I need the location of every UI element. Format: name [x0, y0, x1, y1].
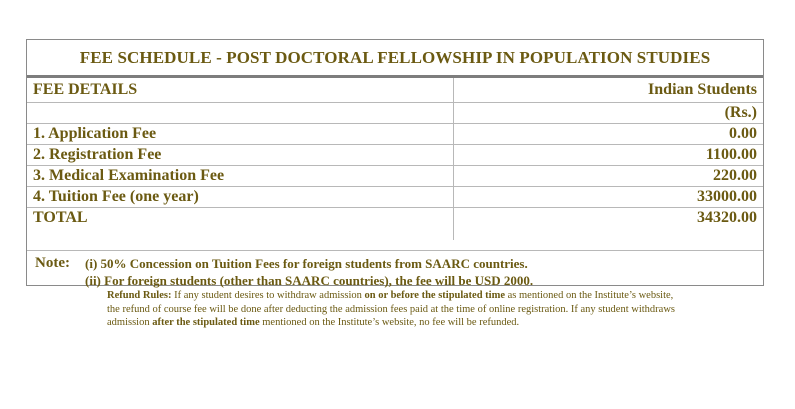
fee-label: 2. Registration Fee [27, 145, 454, 166]
note-item-saarc: (i) 50% Concession on Tuition Fees for foreign students from SAARC countries. [85, 256, 528, 271]
table-row [27, 187, 763, 208]
table-row [27, 145, 763, 166]
header-fee-details: FEE DETAILS [27, 78, 454, 103]
currency-unit: (Rs.) [454, 103, 764, 124]
refund-heading: Refund Rules: [107, 290, 172, 301]
fee-value: 0.00 [454, 124, 764, 145]
table-row [27, 124, 763, 145]
total-value: 34320.00 [454, 208, 764, 241]
fee-value: 33000.00 [454, 187, 764, 208]
note-label: Note: [35, 255, 70, 271]
fee-label: 3. Medical Examination Fee [27, 166, 454, 187]
table-row [27, 166, 763, 187]
refund-bold-2: after the stipulated time [152, 317, 260, 328]
note-section [27, 250, 763, 286]
fee-label: 1. Application Fee [27, 124, 454, 145]
fee-schedule-box [26, 39, 764, 286]
page-title: FEE SCHEDULE - POST DOCTORAL FELLOWSHIP IN POPULATION STUDIES [27, 40, 763, 78]
refund-text-3: mentioned on the Institute’s website, no fee will be refunded. [259, 317, 520, 328]
fee-label: 4. Tuition Fee (one year) [27, 187, 454, 208]
total-label: TOTAL [27, 208, 454, 241]
fee-value: 1100.00 [454, 145, 764, 166]
fee-table [27, 78, 763, 240]
fee-value: 220.00 [454, 166, 764, 187]
currency-row [27, 103, 763, 124]
table-header-row [27, 78, 763, 103]
currency-label-cell [27, 103, 454, 124]
note-item-foreign: (ii) For foreign students (other than SAARC countries), the fee will be USD 2000. [85, 273, 534, 288]
refund-bold-1: on or before the stipulated time [364, 290, 506, 301]
refund-rules [107, 289, 687, 330]
header-indian-students: Indian Students [454, 78, 764, 103]
refund-text-2: as mentioned on the Institute’s website, the refund of course fee will be done after deducting the admission fees paid at the time of online registration. If any student withdraws admission [107, 290, 675, 328]
refund-text-1: If any student desires to withdraw admission [171, 290, 365, 301]
total-row [27, 208, 763, 241]
